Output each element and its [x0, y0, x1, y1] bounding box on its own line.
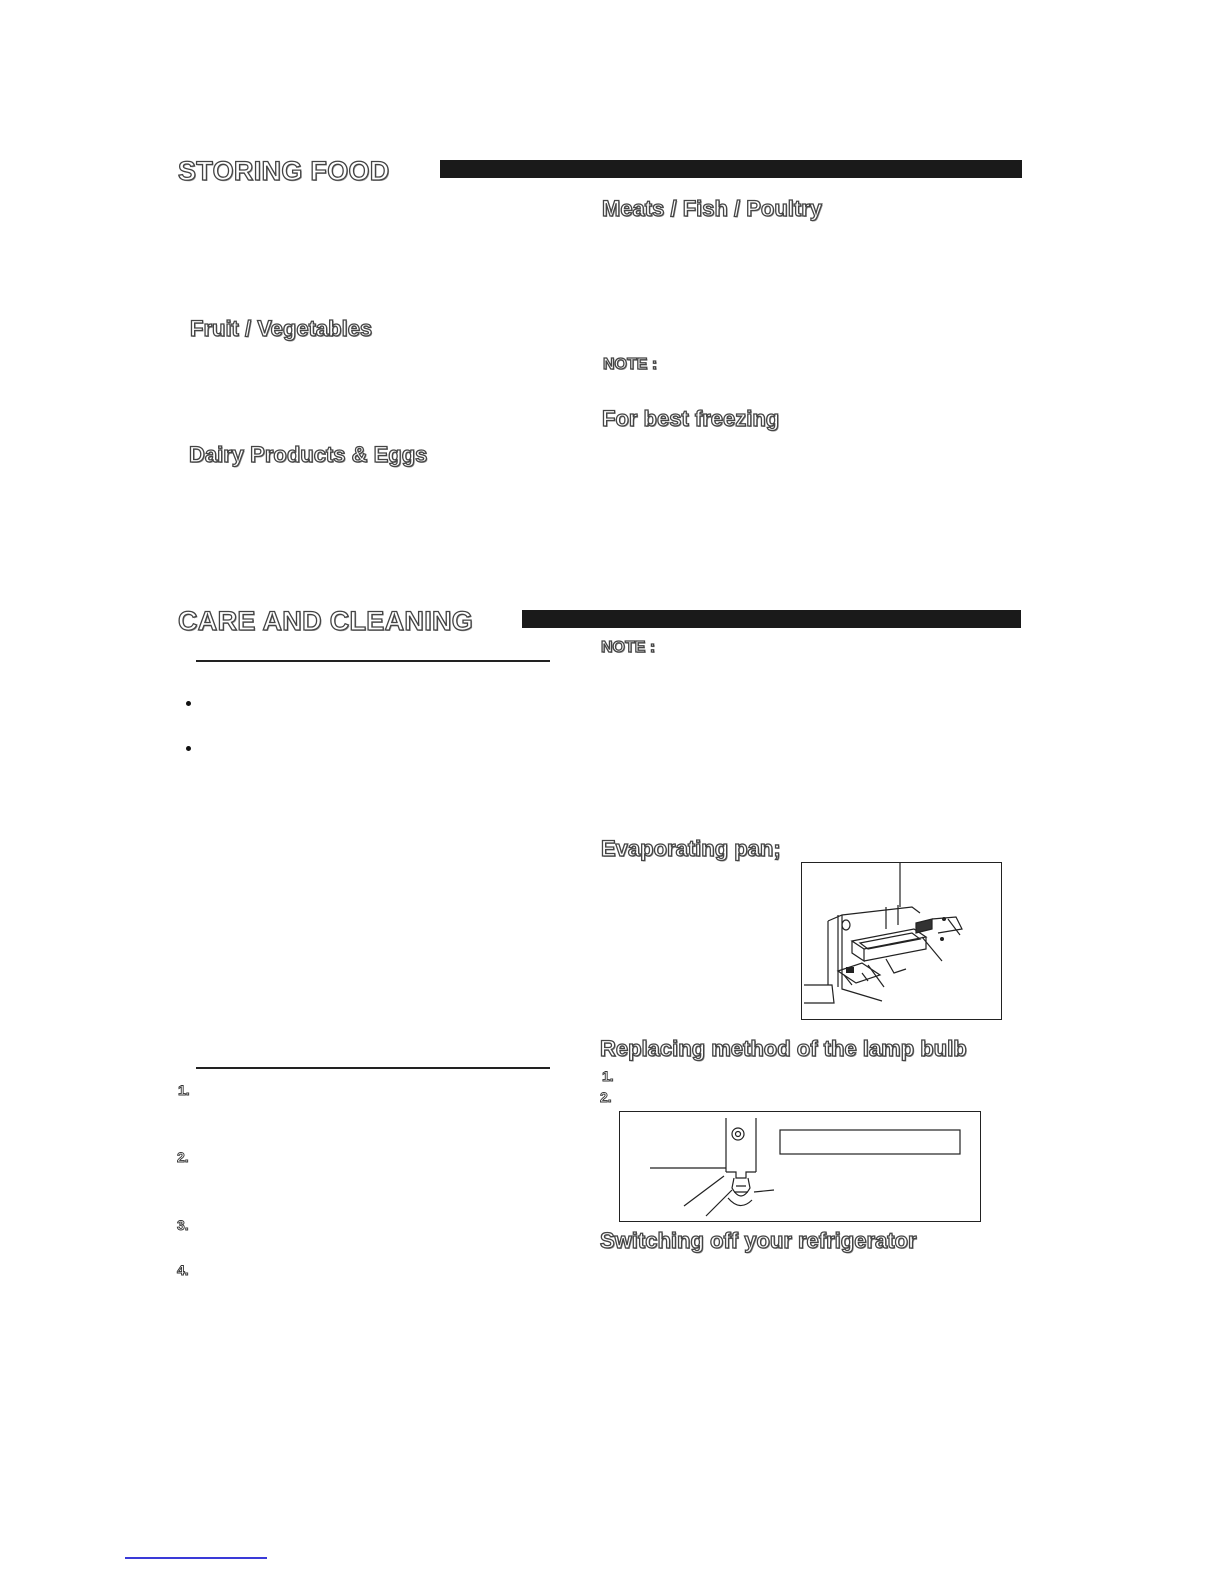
- evaporating-pan-heading: Evaporating pan;: [601, 836, 781, 861]
- step-number: 1.: [178, 1082, 190, 1098]
- note-label: NOTE :: [601, 639, 656, 656]
- lamp-step-number: 1.: [602, 1068, 614, 1084]
- link-underline[interactable]: [125, 1557, 267, 1559]
- lamp-bulb-figure: [619, 1111, 981, 1222]
- evaporating-pan-figure: [801, 862, 1002, 1020]
- bullet: [186, 701, 191, 706]
- step-number: 3.: [177, 1217, 189, 1233]
- dairy-eggs-heading: Dairy Products & Eggs: [189, 442, 428, 467]
- section-bar: [522, 610, 1021, 628]
- meats-heading: Meats / Fish / Poultry: [602, 196, 823, 221]
- fruit-vegetables-heading: Fruit / Vegetables: [190, 316, 373, 341]
- lamp-bulb-illustration: [620, 1112, 980, 1221]
- note-label: NOTE :: [603, 356, 658, 373]
- best-freezing-heading: For best freezing: [602, 406, 780, 431]
- switching-off-heading: Switching off your refrigerator: [600, 1228, 917, 1253]
- storing-food-title: STORING FOOD: [178, 156, 390, 186]
- bullet: [186, 746, 191, 751]
- step-number: 4.: [177, 1262, 189, 1278]
- evaporating-pan-illustration: [802, 863, 1001, 1019]
- replacing-lamp-heading: Replacing method of the lamp bulb: [600, 1036, 967, 1061]
- divider-line: [196, 1067, 550, 1069]
- divider-line: [196, 660, 550, 662]
- section-bar: [440, 160, 1022, 178]
- step-number: 2.: [177, 1149, 189, 1165]
- lamp-step-number: 2.: [600, 1089, 612, 1105]
- care-cleaning-title: CARE AND CLEANING: [178, 606, 474, 636]
